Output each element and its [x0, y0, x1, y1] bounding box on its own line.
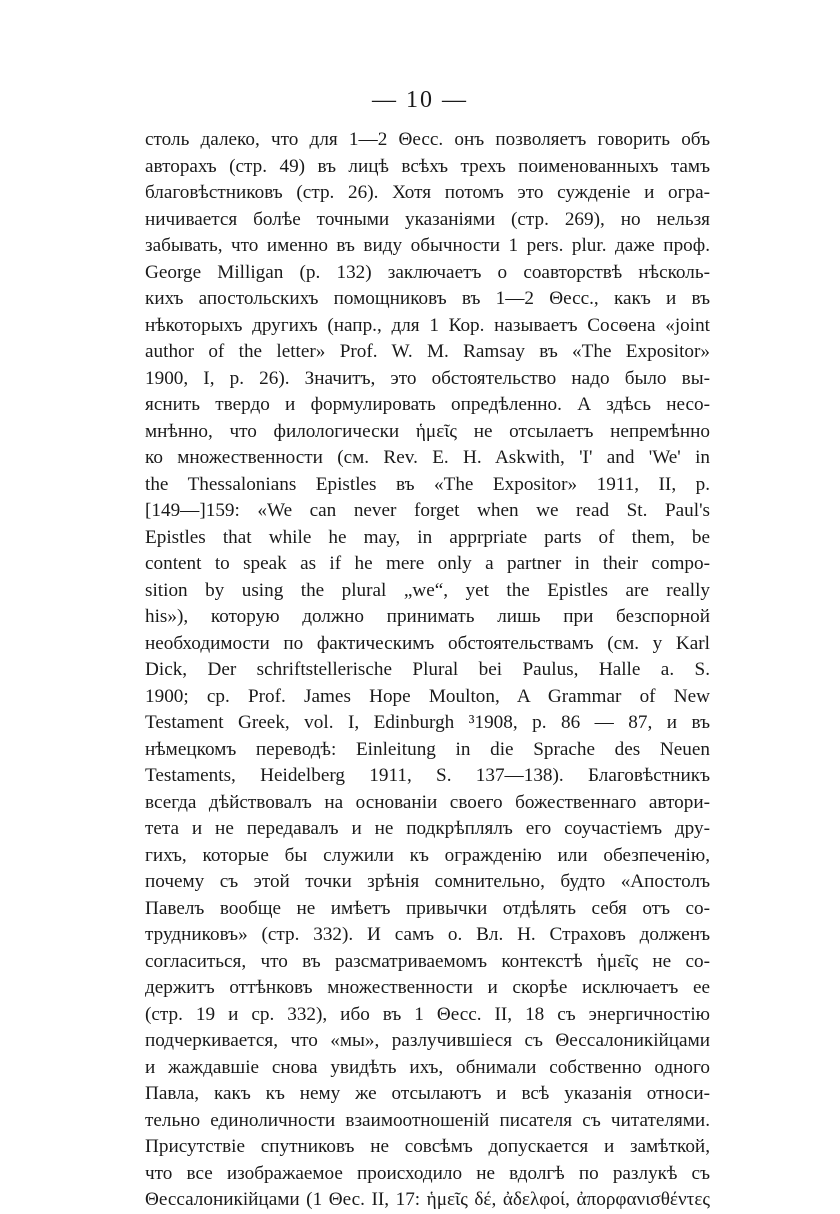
text-line: ничивается болѣе точными указаніями (стр. 269), но нельзя [145, 208, 710, 230]
text-line: нѣмецкомъ переводѣ: Einleitung in die Sprache des Neuen [145, 738, 710, 760]
text-line: author of the letter» Prof. W. M. Ramsay въ «The Expositor» [145, 341, 710, 362]
body-text [145, 127, 710, 1214]
text-line: мнѣнно, что филологически ἡμεῖς не отсылаетъ непремѣнно [145, 420, 710, 442]
text-line: 1900; cp. Prof. James Hope Moulton, A Grammar of New [145, 685, 710, 707]
text-line: Присутствіе спутниковъ не совсѣмъ допускается и замѣткой, [145, 1136, 710, 1157]
text-line: кихъ апостольскихъ помощниковъ въ 1—2 Θесс., какъ и въ [145, 288, 710, 309]
text-line: гихъ, которые бы служили къ огражденію или обезпеченію, [145, 844, 710, 866]
text-line: content to speak as if he mere only a partner in their compo- [145, 553, 710, 574]
text-line: Павелъ вообще не имѣетъ привычки отдѣлять себя отъ со- [145, 897, 710, 919]
text-line: яснить твердо и формулировать опредѣленно. А здѣсь несо- [145, 394, 710, 415]
text-line: Testaments, Heidelberg 1911, S. 137—138). Благовѣстникъ [145, 765, 710, 786]
text-line: трудниковъ» (стр. 332). И самъ о. Вл. Н. Страховъ долженъ [145, 924, 710, 945]
text-line: столь далеко, что для 1—2 Θесс. онъ позволяетъ говорить объ [145, 129, 710, 150]
text-line: согласиться, что въ разсматриваемомъ контекстѣ ἡμεῖς не со- [145, 950, 710, 972]
text-line: всегда дѣйствовалъ на основаніи своего божественнаго автори- [145, 791, 710, 813]
text-line: забывать, что именно въ виду обычности 1 pers. plur. даже проф. [145, 235, 710, 256]
text-line: [149—]159: «We can never forget when we read St. Paul's [145, 500, 710, 521]
text-line: ко множественности (см. Rev. E. H. Askwith, 'I' and 'We' in [145, 447, 710, 468]
text-line: почему съ этой точки зрѣнія сомнительно, будто «Апостолъ [145, 871, 710, 892]
text-line: (стр. 19 и ср. 332), ибо въ 1 Θесс. II, 18 съ энергичностію [145, 1003, 710, 1025]
text-line: авторахъ (стр. 49) въ лицѣ всѣхъ трехъ поименованныхъ тамъ [145, 155, 710, 177]
text-line: Павла, какъ къ нему же отсылаютъ и всѣ указанія относи- [145, 1083, 710, 1104]
text-line: the Thessalonians Epistles въ «The Expositor» 1911, II, p. [145, 473, 710, 495]
text-line: 1900, I, p. 26). Значитъ, это обстоятельство надо было вы- [145, 367, 710, 389]
text-line: нѣкоторыхъ другихъ (напр., для 1 Кор. называетъ Сосѳена «joint [145, 314, 710, 336]
text-line: Θессалоникійцами (1 Θес. II, 17: ἡμεῖς δέ, ἀδελφοί, ἀπορφανισθέντες [145, 1189, 710, 1210]
text-line: держитъ оттѣнковъ множественности и скорѣе исключаетъ ее [145, 977, 710, 998]
text-line: George Milligan (p. 132) заключаетъ о соавторствѣ нѣсколь- [145, 261, 710, 283]
text-line: тельно единоличности взаимоотношеній писателя съ читателями. [145, 1109, 710, 1131]
text-line: необходимости по фактическимъ обстоятельствамъ (см. у Karl [145, 632, 710, 654]
text-line: sition by using the plural „we“, yet the Epistles are really [145, 579, 710, 601]
text-line: что все изображаемое происходило не вдолгѣ по разлукѣ съ [145, 1162, 710, 1184]
text-line: подчеркивается, что «мы», разлучившіеся съ Θессалоникійцами [145, 1030, 710, 1051]
text-line: Testament Greek, vol. I, Edinburgh ³1908, p. 86 — 87, и въ [145, 712, 710, 733]
text-line: тета и не передавалъ и не подкрѣплялъ его соучастіемъ дру- [145, 818, 710, 839]
page-number: — 10 — [372, 87, 468, 113]
text-line: Epistles that while he may, in apprpriate parts of them, be [145, 526, 710, 548]
text-line: Dick, Der schriftstellerische Plural bei Paulus, Halle a. S. [145, 659, 710, 680]
text-line: благовѣстниковъ (стр. 26). Хотя потомъ это сужденіе и огра- [145, 182, 710, 203]
text-line: и жаждавшіе снова увидѣть ихъ, обнимали собственно одного [145, 1056, 710, 1078]
text-line: his»), которую должно принимать лишь при безспорной [145, 606, 710, 627]
